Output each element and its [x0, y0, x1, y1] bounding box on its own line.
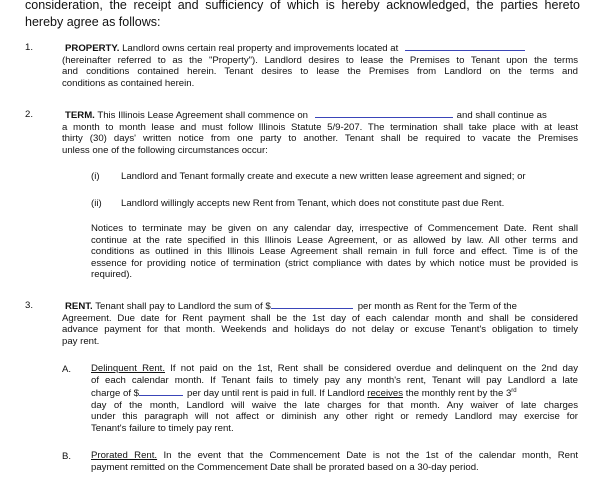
term-line-1-text: This Illinois Lease Agreement shall commence on: [97, 110, 308, 121]
rent-line-1-text: Tenant shall pay to Landlord the sum of $: [95, 301, 271, 312]
late-charge-pre: charge of $: [91, 388, 140, 400]
monthly-rent-blank[interactable]: [271, 299, 353, 309]
rent-line-2: Agreement. Due date for Rent payment shall be the 1st day of each calendar month and shall be considered: [62, 312, 578, 324]
rent-line-1-after: per month as Rent for the Term of the: [357, 301, 517, 312]
term-line-2: a month to month lease and must follow Illinois Statute 5/9-207. The termination shall take place with at least: [62, 121, 578, 133]
notice-line-1: Notices to terminate may be given on any calendar day, irrespective of Commencement Date. Rent shall: [91, 223, 578, 234]
ordinal-suffix: rd: [511, 388, 517, 394]
property-line-2: (hereinafter referred to as the "Property"). Landlord desires to lease the Premises to Tenant upon the terms: [62, 54, 578, 66]
term-heading: TERM.: [65, 110, 95, 121]
rent-line-1: [62, 299, 578, 313]
delinquent-line-6: Tenant's failure to timely pay rent.: [91, 422, 234, 434]
delinquent-line-5: under this paragraph will not affect or diminish any other right or remedy Landlord may exercise for: [91, 411, 578, 423]
section-number-term: 2.: [25, 109, 34, 120]
delinquent-line-3: [91, 386, 578, 400]
delinquent-line-2: of each calendar month. If Tenant fails to timely pay any month's rent, Tenant will pay Landlord a late: [91, 374, 578, 386]
prorated-line-1-text: In the event that the Commencement Date is not the 1st of the calendar month, Rent: [163, 450, 578, 461]
property-line-1-text: Landlord owns certain real property and improvements located at: [122, 43, 399, 54]
delinquent-rent-heading: Delinquent Rent.: [91, 363, 166, 374]
intro-line-1: consideration, the receipt and sufficiency of which is hereby acknowledged, the parties hereto: [25, 0, 580, 12]
notice-line-2: continue at the rate specified in this Illinois Lease Agreement, or as allowed by law. All other terms and: [91, 234, 578, 246]
rent-line-4: pay rent.: [62, 335, 100, 347]
late-charge-mid: per day until rent is paid in full. If Landlord: [187, 388, 365, 400]
prorated-line-1: [91, 450, 578, 462]
rent-line-3: advance payment for that month. Weekends and holidays do not delay or excuse Tenant's obligation to timely: [62, 324, 578, 335]
rent-sub-b-label: B.: [62, 451, 72, 462]
property-address-blank[interactable]: [405, 41, 525, 51]
notice-line-3: conditions as outlined in this Illinois Lease Agreement shall remain in full force and effect. Time is of the: [91, 246, 578, 257]
delinquent-line-4: day of the month, Landlord will waive the late charges for that month. Any waiver of late charges: [91, 399, 578, 411]
rent-sub-a-label: A.: [62, 364, 72, 375]
delinquent-line-1: [91, 363, 578, 375]
termination-notice-paragraph: [91, 223, 578, 281]
term-item-i-label: (i): [91, 171, 100, 182]
rent-heading: RENT.: [65, 301, 93, 312]
delinquent-rent-paragraph: [91, 363, 578, 434]
intro-line-2: hereby agree as follows:: [25, 15, 161, 29]
term-line-1-after: and shall continue as: [456, 110, 547, 121]
section-property: [62, 41, 578, 89]
section-rent: [62, 299, 578, 347]
intro-paragraph: [25, 0, 580, 31]
prorated-line-2: payment remitted on the Commencement Date shall be prorated based on a 30-day period.: [91, 461, 479, 473]
receives-word: receives: [367, 388, 404, 400]
property-line-3: and conditions contained herein. Tenant desires to lease the Premises from Landlord on the terms and: [62, 66, 578, 77]
section-term: [62, 108, 578, 156]
term-item-i-text: Landlord and Tenant formally create and execute a new written lease agreement and signed; or: [121, 171, 526, 182]
term-line-1: [62, 108, 578, 122]
prorated-rent-heading: Prorated Rent.: [91, 450, 158, 461]
section-number-property: 1.: [25, 42, 34, 53]
commencement-date-blank[interactable]: [315, 108, 453, 118]
property-line-1: [62, 41, 578, 55]
term-item-ii-text: Landlord willingly accepts new Rent from Tenant, which does not constitute past due Rent.: [121, 198, 505, 209]
prorated-rent-paragraph: [91, 450, 578, 473]
notice-line-5: required).: [91, 269, 133, 280]
section-number-rent: 3.: [25, 300, 34, 311]
delinquent-line-1-text: If not paid on the 1st, Rent shall be considered overdue and delinquent on the 2nd day: [170, 363, 578, 374]
notice-line-4: essence for providing notice of termination (strict compliance with dates by which notice must be provided is: [91, 257, 578, 269]
property-line-4: conditions as contained herein.: [62, 77, 195, 89]
term-line-3: thirty (30) days' written notice from one party to another. Tenant shall be required to vacate the Premises: [62, 133, 578, 144]
term-line-4: unless one of the following circumstances occur:: [62, 144, 268, 156]
late-charge-post: the monthly rent by the 3: [405, 388, 512, 400]
late-charge-blank[interactable]: [139, 386, 183, 396]
property-heading: PROPERTY.: [65, 43, 120, 54]
term-item-ii-label: (ii): [91, 198, 102, 209]
